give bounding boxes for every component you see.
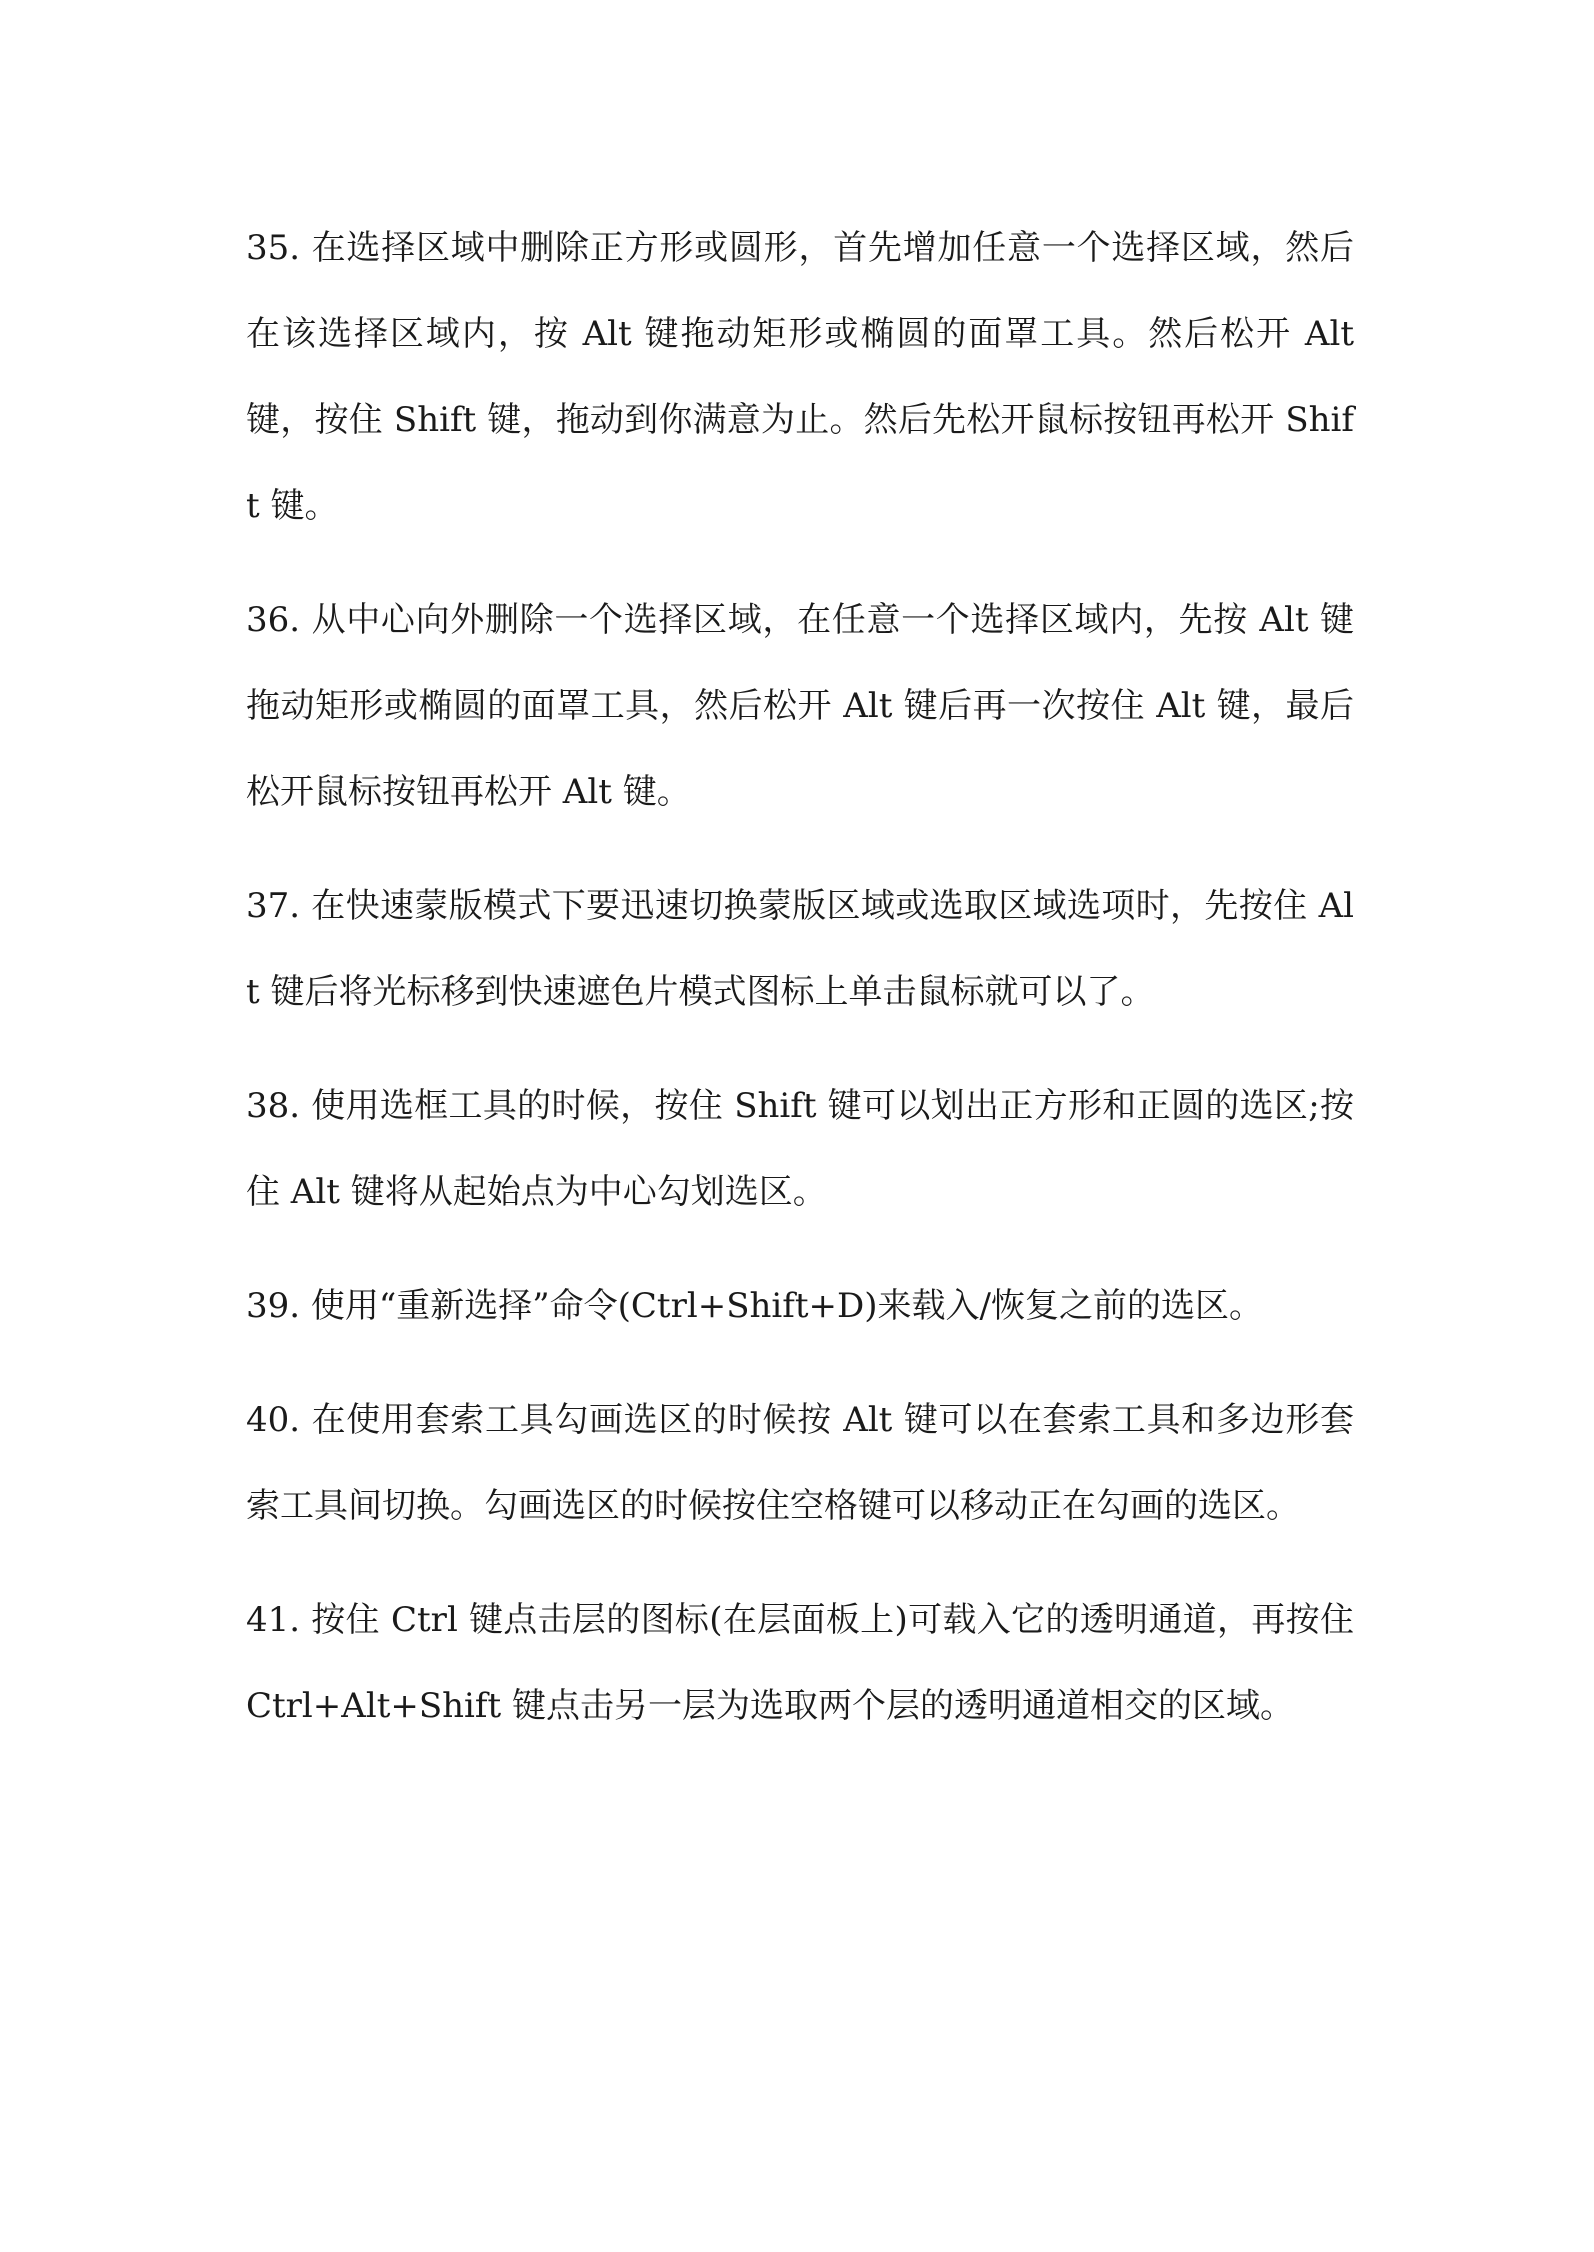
tip-35 (246, 205, 1354, 549)
tips-list (246, 205, 1354, 1777)
tip-number: 39. (246, 1286, 301, 1326)
tip-text: 在快速蒙版模式下要迅速切换蒙版区域或选取区域选项时，先按住 Alt 键后将光标移到快速遮色片模式图标上单击鼠标就可以了。 (246, 886, 1355, 1012)
tip-41 (246, 1577, 1354, 1749)
tip-37 (246, 863, 1354, 1035)
tip-number: 40. (246, 1400, 301, 1440)
tip-number: 36. (246, 600, 301, 640)
tip-36 (246, 577, 1354, 835)
tip-38 (246, 1063, 1354, 1235)
tip-text: 在使用套索工具勾画选区的时候按 Alt 键可以在套索工具和多边形套索工具间切换。勾画选区的时候按住空格键可以移动正在勾画的选区。 (246, 1400, 1354, 1526)
tip-text: 使用选框工具的时候，按住 Shift 键可以划出正方形和正圆的选区;按住 Alt 键将从起始点为中心勾划选区。 (246, 1086, 1354, 1212)
tip-39 (246, 1263, 1354, 1349)
tip-number: 41. (246, 1600, 301, 1640)
tip-text: 使用“重新选择”命令(Ctrl+Shift+D)来载入/恢复之前的选区。 (310, 1286, 1263, 1326)
tip-40 (246, 1377, 1354, 1549)
tip-text: 在选择区域中删除正方形或圆形，首先增加任意一个选择区域，然后在该选择区域内，按 Alt 键拖动矩形或椭圆的面罩工具。然后松开 Alt 键，按住 Shift 键，拖动到你满意为止。然后先松开鼠标按钮再松开 Shift 键。 (246, 228, 1354, 526)
tip-number: 38. (246, 1086, 301, 1126)
tip-text: 按住 Ctrl 键点击层的图标(在层面板上)可载入它的透明通道，再按住 Ctrl+Alt+Shift 键点击另一层为选取两个层的透明通道相交的区域。 (246, 1600, 1354, 1726)
tip-text: 从中心向外删除一个选择区域，在任意一个选择区域内，先按 Alt 键拖动矩形或椭圆的面罩工具，然后松开 Alt 键后再一次按住 Alt 键，最后松开鼠标按钮再松开 Alt 键。 (246, 600, 1354, 812)
tip-number: 37. (246, 886, 301, 926)
tip-number: 35. (246, 228, 301, 268)
